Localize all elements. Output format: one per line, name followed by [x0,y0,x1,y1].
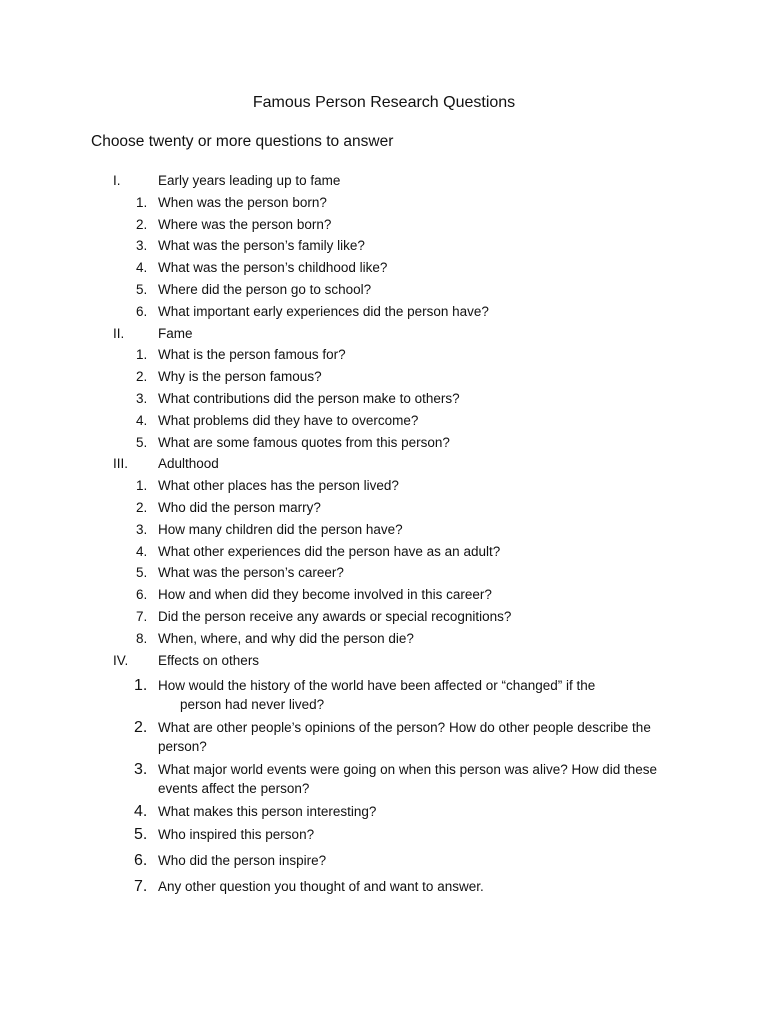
item-text: Who did the person marry? [158,499,321,515]
item-number: 6. [136,587,148,603]
section-label: Early years leading up to fame [158,173,341,188]
list-item [0,584,768,606]
item-text: What is the person famous for? [158,347,346,363]
item-text: Where did the person go to school? [158,281,372,297]
item-text [158,718,678,756]
item-number: 2. [134,719,148,737]
item-number: 1. [136,347,148,363]
item-number: 8. [136,630,148,646]
item-number: 5. [134,826,148,844]
section-label: Effects on others [158,652,260,668]
item-text: Why is the person famous? [158,369,322,385]
item-number: 4. [136,412,148,428]
list-item [0,366,768,388]
list-item [0,214,768,236]
list-item [0,235,768,257]
list-item [0,410,768,432]
list-item [0,674,768,716]
question-outline [0,170,768,898]
item-number: 6. [136,303,148,319]
item-number: 2. [136,216,148,232]
item-number: 1. [136,194,148,210]
list-item [0,192,768,214]
item-number: 1. [136,478,148,494]
item-text: What was the person’s career? [158,565,344,581]
item-number: 7. [134,878,148,896]
item-number: 3. [134,761,148,779]
list-item [0,800,768,823]
item-number: 5. [136,434,148,450]
item-text-line: person had never lived? [180,697,325,713]
item-text [158,802,678,821]
list-item [0,606,768,628]
item-text: What was the person’s childhood like? [158,260,388,276]
item-number: 1. [134,677,148,695]
list-item [0,758,768,800]
item-text: What contributions did the person make to others? [158,390,460,406]
item-number: 4. [136,260,148,276]
document-subtitle: Choose twenty or more questions to answer [91,133,394,150]
item-number: 2. [136,369,148,385]
list-item [0,541,768,563]
item-text-line: What makes this person interesting? [158,804,377,820]
item-text: What problems did they have to overcome? [158,412,419,428]
item-text-line: What major world events were going on when this person was alive? How did these [158,762,658,778]
item-text [158,877,678,896]
section-label: Adulthood [158,456,219,472]
item-number: 4. [136,543,148,559]
item-number: 3. [136,238,148,254]
item-text: How many children did the person have? [158,521,403,537]
item-text-line: What are other people’s opinions of the person? How do other people describe the [158,720,651,736]
item-number: 4. [134,803,148,821]
item-text: When, where, and why did the person die? [158,630,414,646]
item-number: 3. [136,521,148,537]
list-item [0,279,768,301]
item-text: What was the person’s family like? [158,238,365,254]
section-heading [0,650,768,672]
item-text [158,760,678,798]
item-text: What other experiences did the person have as an adult? [158,543,501,559]
section-numeral: I. [113,173,121,188]
list-item [0,388,768,410]
item-number: 5. [136,565,148,581]
list-item [0,519,768,541]
section-heading [0,453,768,475]
list-item [0,257,768,279]
list-item [0,432,768,454]
item-text [158,676,678,714]
item-text-line: Any other question you thought of and want to answer. [158,879,484,895]
document-title: Famous Person Research Questions [252,94,516,111]
list-item [0,823,768,846]
section-numeral: II. [113,325,125,341]
list-item [0,475,768,497]
item-text-line: person? [158,739,207,755]
list-item [0,301,768,323]
item-number: 7. [136,608,148,624]
list-item [0,716,768,758]
item-text: Where was the person born? [158,216,332,232]
item-text-line: events affect the person? [158,781,310,797]
section-heading [0,323,768,345]
list-item [0,628,768,650]
item-text: What important early experiences did the person have? [158,303,489,319]
list-item [0,562,768,584]
item-text: Did the person receive any awards or special recognitions? [158,608,512,624]
item-text: How and when did they become involved in this career? [158,587,492,603]
list-item [0,875,768,898]
list-item [0,344,768,366]
item-text: What other places has the person lived? [158,478,399,494]
item-text-line: Who did the person inspire? [158,853,327,869]
item-text-line: How would the history of the world have been affected or “changed” if the [158,678,596,694]
item-number: 2. [136,499,148,515]
item-text: What are some famous quotes from this person? [158,434,450,450]
section-label: Fame [158,325,193,341]
item-text [158,825,678,844]
item-number: 3. [136,390,148,406]
item-text-line: Who inspired this person? [158,827,315,843]
section-numeral: III. [113,456,129,472]
item-text [158,851,678,870]
section-numeral: IV. [113,652,129,668]
section-heading [0,170,768,192]
list-item [0,497,768,519]
list-item [0,849,768,872]
item-number: 5. [136,281,148,297]
item-text: When was the person born? [158,194,327,210]
item-number: 6. [134,852,148,870]
